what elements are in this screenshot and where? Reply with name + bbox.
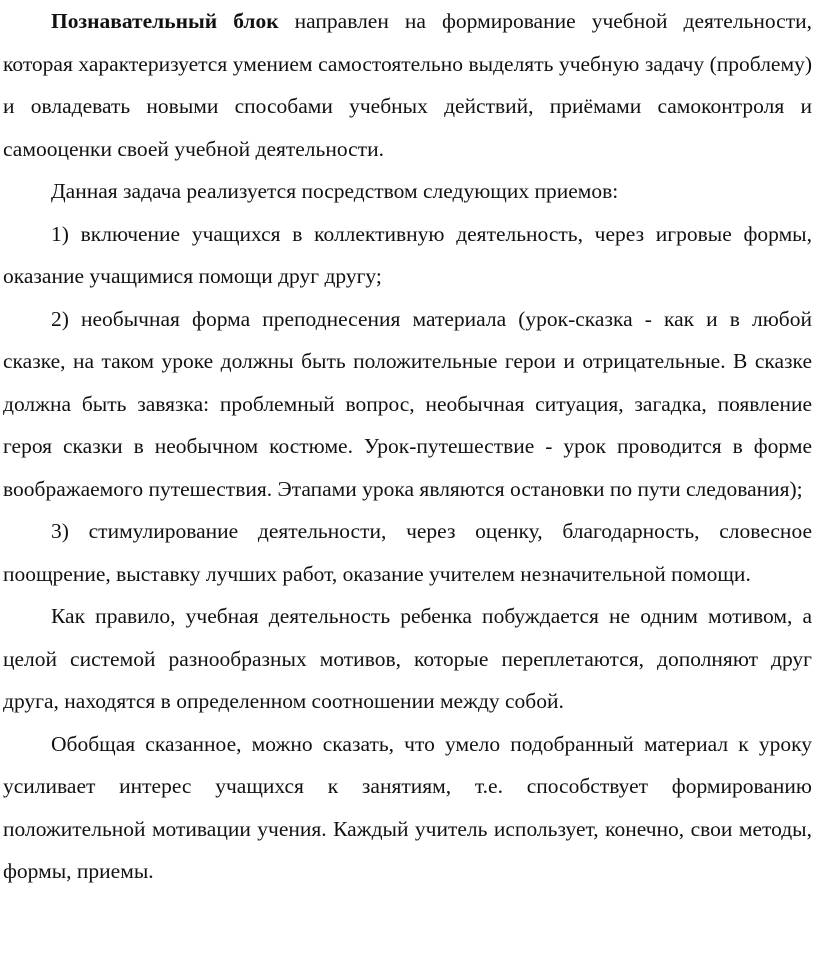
list-item-1: 1) включение учащихся в коллективную деятельность, через игровые формы, оказание учащимися помощи друг другу; — [3, 221, 812, 288]
paragraph-cognitive-block — [3, 0, 812, 170]
paragraph-conclusion: Обобщая сказанное, можно сказать, что умело подобранный материал к уроку усиливает интерес учащихся к занятиям, т.е. способствует формированию положительной мотивации учения. Каждый учитель использует, конечно, свои методы, формы, приемы. — [3, 731, 812, 883]
paragraph-motives: Как правило, учебная деятельность ребенка побуждается не одним мотивом, а целой системой разнообразных мотивов, которые переплетаются, дополняют друг друга, находятся в определенном соотношении между собой. — [3, 604, 812, 713]
list-item-3: 3) стимулирование деятельности, через оценку, благодарность, словесное поощрение, выставку лучших работ, оказание учителем незначительной помощи. — [3, 519, 812, 586]
list-item-2: 2) необычная форма преподнесения материала (урок-сказка - как и в любой сказке, на таком уроке должны быть положительные герои и отрицательные. В сказке должна быть завязка: проблемный вопрос, необычная ситуация, загадка, появление героя сказки в необычном костюме. Урок-путешествие - урок проводится в форме воображаемого путешествия. Этапами урока являются остановки по пути следования); — [3, 306, 812, 501]
paragraph-techniques-intro: Данная задача реализуется посредством следующих приемов: — [51, 179, 619, 203]
bold-lead-term: Познавательный блок — [51, 9, 279, 33]
paragraph-text: направлен на формирование учебной деятельности, которая характеризуется умением самостоятельно выделять учебную задачу (проблему) и овладевать новыми способами учебных действий, приёмами самоконтроля и самооценки своей учебной деятельности. — [3, 9, 812, 161]
